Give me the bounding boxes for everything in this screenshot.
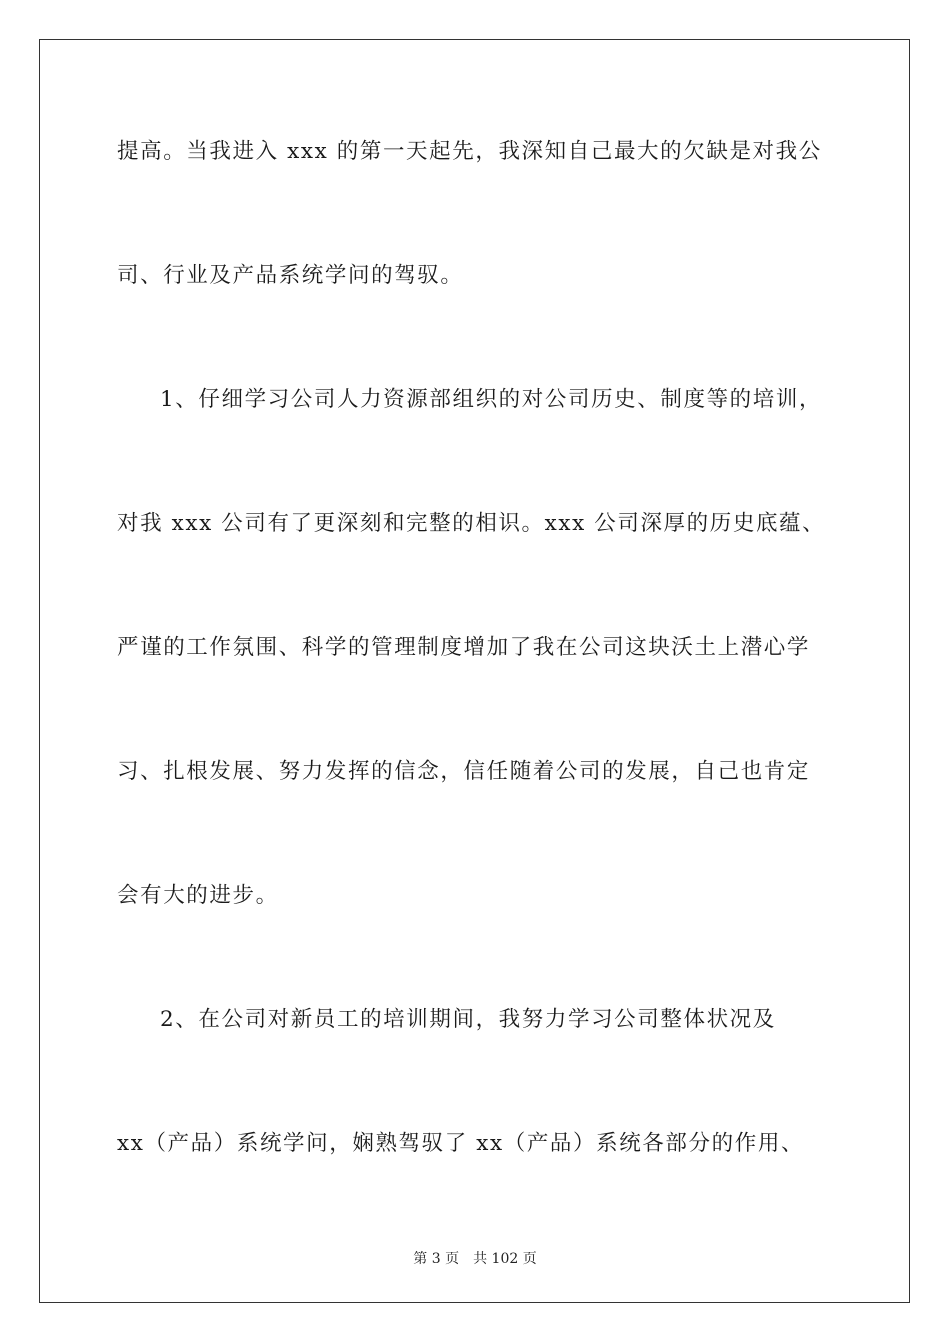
body-text-line-8: 2、在公司对新员工的培训期间，我努力学习公司整体状况及 — [160, 1007, 776, 1032]
body-text-line-6: 习、扎根发展、努力发挥的信念，信任随着公司的发展，自己也肯定 — [117, 759, 811, 784]
body-text-line-1: 提高。当我进入 xxx 的第一天起先，我深知自己最大的欠缺是对我公 — [117, 139, 822, 164]
page-number-footer: 第 3 页 共 102 页 — [413, 1251, 537, 1267]
body-text-line-4: 对我 xxx 公司有了更深刻和完整的相识。xxx 公司深厚的历史底蕴、 — [117, 511, 826, 536]
body-text-line-3: 1、仔细学习公司人力资源部组织的对公司历史、制度等的培训， — [160, 387, 823, 412]
body-text-line-9: xx（产品）系统学问，娴熟驾驭了 xx（产品）系统各部分的作用、 — [117, 1131, 805, 1156]
body-text-line-5: 严谨的工作氛围、科学的管理制度增加了我在公司这块沃土上潜心学 — [117, 635, 811, 660]
page-border — [39, 39, 910, 1303]
body-text-line-7: 会有大的进步。 — [117, 883, 279, 908]
body-text-line-2: 司、行业及产品系统学问的驾驭。 — [117, 263, 464, 288]
